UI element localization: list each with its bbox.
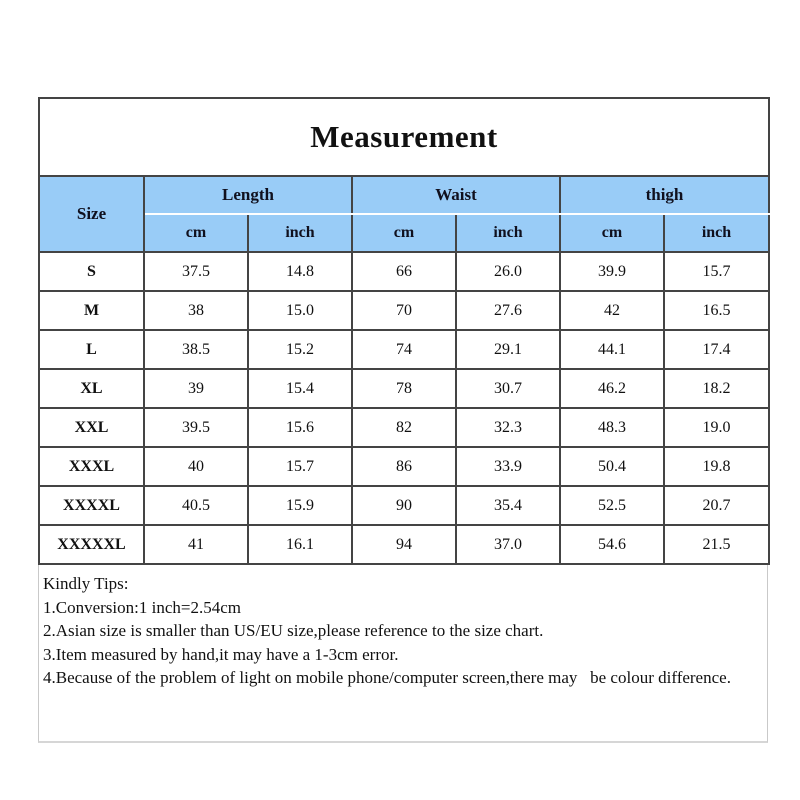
value-cell: 15.6: [248, 408, 352, 447]
value-cell: 32.3: [456, 408, 560, 447]
value-cell: 15.9: [248, 486, 352, 525]
size-cell: XL: [39, 369, 144, 408]
value-cell: 66: [352, 252, 456, 291]
subheader-thigh-cm: cm: [560, 214, 664, 252]
size-cell: XXXXL: [39, 486, 144, 525]
size-cell: L: [39, 330, 144, 369]
size-cell: S: [39, 252, 144, 291]
size-cell: XXL: [39, 408, 144, 447]
value-cell: 40: [144, 447, 248, 486]
value-cell: 27.6: [456, 291, 560, 330]
value-cell: 30.7: [456, 369, 560, 408]
column-group-length: Length: [144, 176, 352, 214]
table-row: [39, 408, 769, 447]
value-cell: 19.0: [664, 408, 769, 447]
table-row: [39, 486, 769, 525]
value-cell: 38: [144, 291, 248, 330]
value-cell: 37.0: [456, 525, 560, 564]
value-cell: 15.2: [248, 330, 352, 369]
subheader-waist-cm: cm: [352, 214, 456, 252]
column-group-thigh: thigh: [560, 176, 769, 214]
value-cell: 54.6: [560, 525, 664, 564]
value-cell: 15.7: [664, 252, 769, 291]
table-row: [39, 447, 769, 486]
tip-line-3: 3.Item measured by hand,it may have a 1-3cm error.: [43, 644, 399, 664]
value-cell: 82: [352, 408, 456, 447]
value-cell: 39.5: [144, 408, 248, 447]
subheader-thigh-inch: inch: [664, 214, 769, 252]
value-cell: 35.4: [456, 486, 560, 525]
value-cell: 14.8: [248, 252, 352, 291]
value-cell: 90: [352, 486, 456, 525]
tip-line-1: 1.Conversion:1 inch=2.54cm: [43, 597, 241, 617]
value-cell: 48.3: [560, 408, 664, 447]
value-cell: 15.0: [248, 291, 352, 330]
value-cell: 78: [352, 369, 456, 408]
value-cell: 26.0: [456, 252, 560, 291]
value-cell: 94: [352, 525, 456, 564]
column-header-size: Size: [39, 176, 144, 252]
value-cell: 38.5: [144, 330, 248, 369]
value-cell: 50.4: [560, 447, 664, 486]
value-cell: 44.1: [560, 330, 664, 369]
header-sub-row: [39, 214, 769, 252]
value-cell: 16.1: [248, 525, 352, 564]
table-row: [39, 330, 769, 369]
value-cell: 16.5: [664, 291, 769, 330]
value-cell: 46.2: [560, 369, 664, 408]
value-cell: 86: [352, 447, 456, 486]
value-cell: 21.5: [664, 525, 769, 564]
value-cell: 40.5: [144, 486, 248, 525]
table-row: [39, 252, 769, 291]
column-group-waist: Waist: [352, 176, 560, 214]
page-title: Measurement: [39, 98, 769, 176]
tip-line-2: 2.Asian size is smaller than US/EU size,please reference to the size chart.: [43, 621, 544, 640]
table-row: [39, 291, 769, 330]
table-row: [39, 525, 769, 564]
size-cell: XXXXXL: [39, 525, 144, 564]
value-cell: 29.1: [456, 330, 560, 369]
kindly-tips-box: [38, 565, 768, 743]
value-cell: 41: [144, 525, 248, 564]
value-cell: 70: [352, 291, 456, 330]
subheader-waist-inch: inch: [456, 214, 560, 252]
value-cell: 39: [144, 369, 248, 408]
subheader-length-inch: inch: [248, 214, 352, 252]
value-cell: 74: [352, 330, 456, 369]
subheader-length-cm: cm: [144, 214, 248, 252]
value-cell: 52.5: [560, 486, 664, 525]
value-cell: 20.7: [664, 486, 769, 525]
size-cell: M: [39, 291, 144, 330]
size-chart: [38, 97, 768, 743]
value-cell: 18.2: [664, 369, 769, 408]
title-row: [39, 98, 769, 176]
value-cell: 15.7: [248, 447, 352, 486]
value-cell: 15.4: [248, 369, 352, 408]
measurement-table: [38, 97, 770, 565]
table-row: [39, 369, 769, 408]
size-cell: XXXL: [39, 447, 144, 486]
value-cell: 17.4: [664, 330, 769, 369]
tip-line-4: 4.Because of the problem of light on mobile phone/computer screen,there may be colour difference.: [43, 668, 731, 687]
header-group-row: [39, 176, 769, 214]
tips-heading: Kindly Tips:: [43, 574, 129, 593]
value-cell: 42: [560, 291, 664, 330]
value-cell: 37.5: [144, 252, 248, 291]
value-cell: 33.9: [456, 447, 560, 486]
value-cell: 19.8: [664, 447, 769, 486]
value-cell: 39.9: [560, 252, 664, 291]
